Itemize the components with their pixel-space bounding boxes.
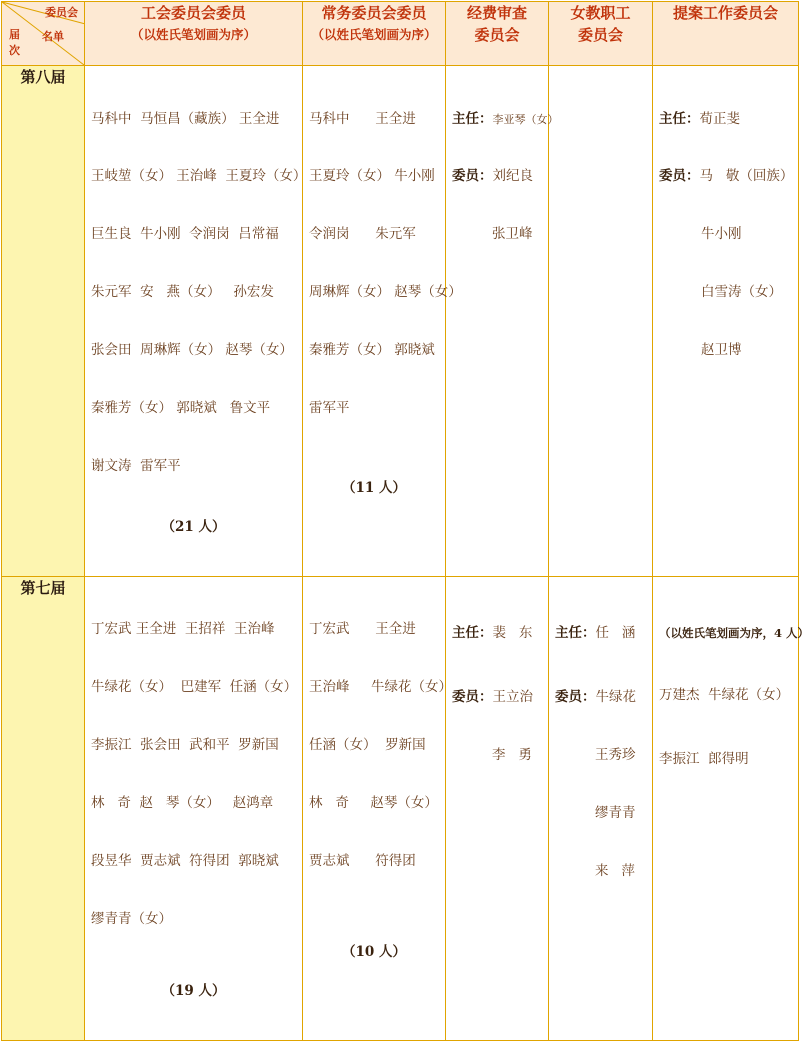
proposal-members-cell: 主任：荀正斐 委员：马 敬（回族） 牛小刚 白雪涛（女） 赵卫博: [653, 66, 799, 577]
term-label: 第七届: [2, 576, 85, 1040]
proposal-chair: 荀正斐: [699, 110, 740, 127]
audit-chair: 裴 东: [492, 625, 533, 642]
standing-members-cell: 丁宏武 王全进 王治峰 牛绿花（女） 任涵（女） 罗新国 林 奇 赵琴（女） 贾志斌 符得团 （10 人）: [303, 576, 446, 1040]
committee-roster-table: [1, 1, 809, 1041]
proposal-note: （以姓氏笔划画为序，4 人）: [659, 626, 809, 641]
women-chair: 任 涵: [595, 625, 636, 642]
header-standing-committee: 常务委员会委员 （以姓氏笔划画为序）: [303, 2, 446, 66]
corner-label-committee: 委员会: [45, 6, 78, 19]
table-row: [2, 66, 799, 577]
standing-members-cell: 马科中 王全进 王夏玲（女） 牛小刚 令润岗 朱元军 周琳辉（女） 赵琴（女） 秦雅芳（女） 郭晓斌 雷军平 （11 人）: [303, 66, 446, 577]
table-row: [2, 576, 799, 1040]
union-members-cell: 马科中 马恒昌（藏族） 王全进 王岐堃（女） 王治峰 王夏玲（女） 巨生良 牛小刚 令润岗 吕常福 朱元军 安 燕（女） 孙宏发 张会田 周琳辉（女） 赵琴（女） 秦雅芳（女） 郭晓斌 鲁文平 谢文涛 雷军平 （21 人）: [85, 66, 303, 577]
corner-label-term-2: 次: [9, 44, 20, 57]
header-audit-committee: 经费审查 委员会: [446, 2, 549, 66]
member-count: （11 人）: [342, 479, 406, 496]
corner-label-roster: 名单: [42, 30, 64, 43]
proposal-members-cell: （以姓氏笔划画为序，4 人） 万建杰 牛绿花（女） 李振江 郎得明: [653, 576, 799, 1040]
member-count: （10 人）: [342, 943, 406, 960]
member-count: （21 人）: [161, 518, 226, 535]
member-count: （19 人）: [161, 982, 226, 999]
women-members-cell: [549, 66, 653, 577]
term-label: 第八届: [2, 66, 85, 577]
corner-header: [2, 2, 85, 66]
audit-members-cell: 主任：李亚琴（女） 委员：刘纪良 张卫峰: [446, 66, 549, 577]
union-members-cell: 丁宏武 王全进 王招祥 王治峰 牛绿花（女） 巴建军 任涵（女） 李振江 张会田 武和平 罗新国 林 奇 赵 琴（女） 赵鸿章 段昱华 贾志斌 符得团 郭晓斌 缪青青（女） （19 人）: [85, 576, 303, 1040]
audit-chair: 李亚琴（女）: [492, 112, 559, 126]
header-proposal-committee: 提案工作委员会: [653, 2, 799, 66]
women-members-cell: 主任：任 涵 委员：牛绿花 王秀珍 缪青青 来 萍: [549, 576, 653, 1040]
corner-label-term-1: 届: [9, 28, 20, 41]
header-women-committee: 女教职工 委员会: [549, 2, 653, 66]
audit-members-cell: 主任：裴 东 委员：王立治 李 勇: [446, 576, 549, 1040]
header-union-committee: 工会委员会委员 （以姓氏笔划画为序）: [85, 2, 303, 66]
